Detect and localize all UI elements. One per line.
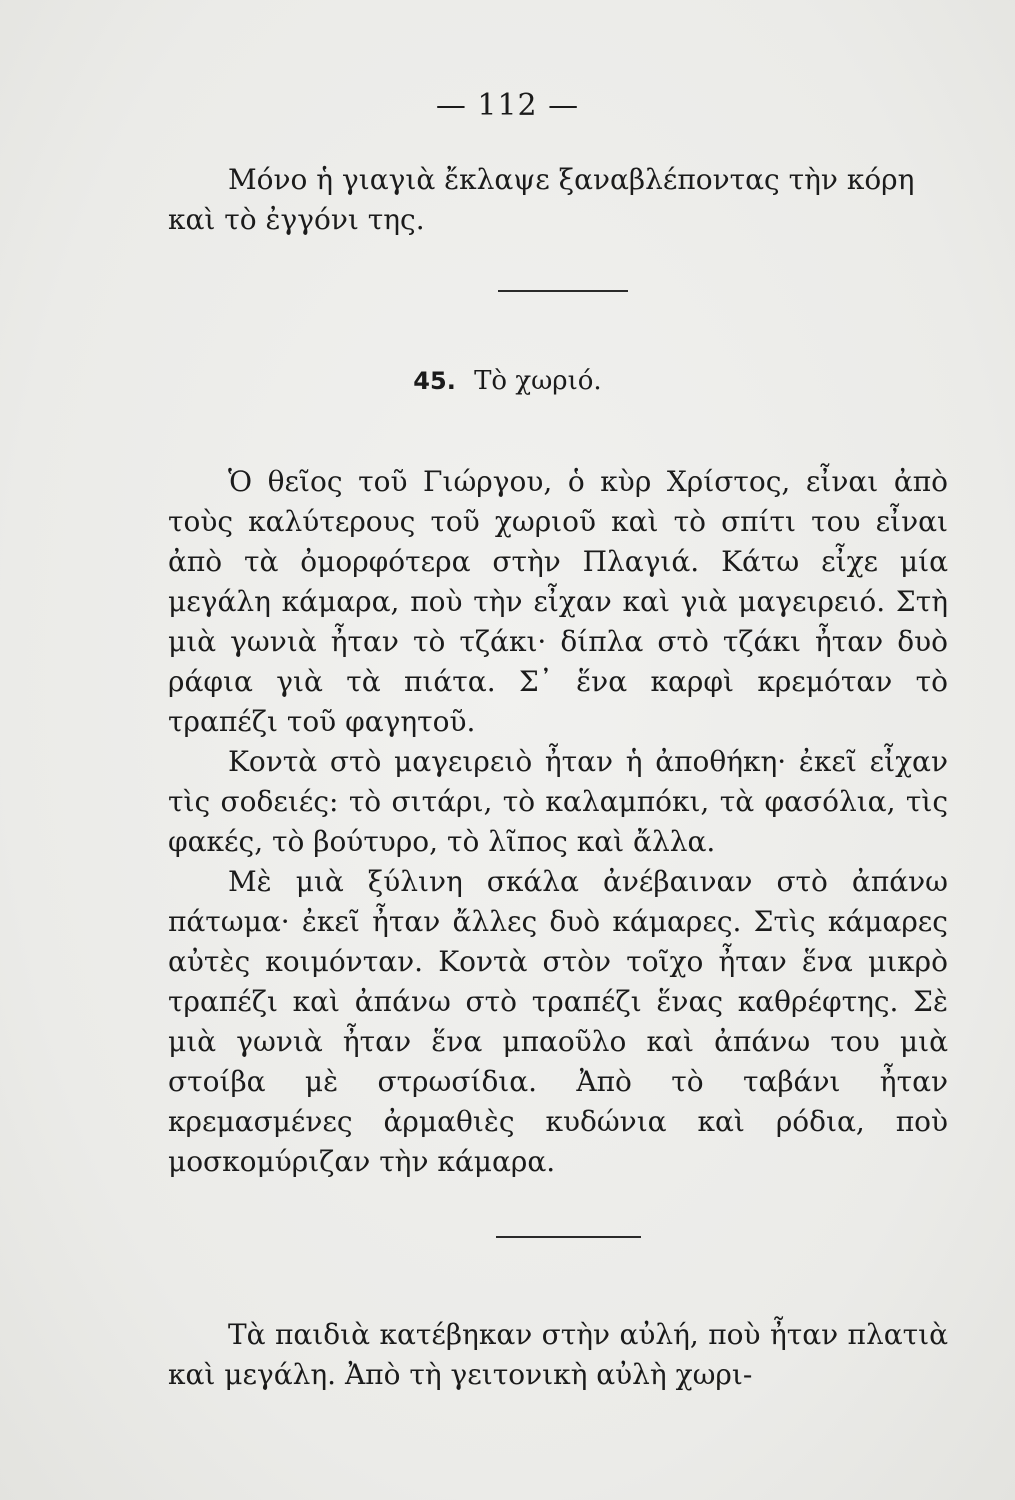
closing-paragraph: Τὰ παιδιὰ κατέβηκαν στὴν αὐλή, ποὺ ἦταν πλατιὰ καὶ μεγάλη. Ἀπὸ τὴ γειτονικὴ αὐλὴ χωρι- xyxy=(168,1318,948,1391)
paragraph-2: Κοντὰ στὸ μαγειρειὸ ἦταν ἡ ἀποθήκη· ἐκεῖ εἶχαν τὶς σοδειές: τὸ σιτάρι, τὸ καλαμπόκι, τὰ φασόλια, τὶς φακές, τὸ βούτυρο, τὸ λῖπος καὶ ἄλλα. xyxy=(168,745,948,858)
intro-line-1: Μόνο ἡ γιαγιὰ ἔκλαψε ξαναβλέποντας τὴν κόρη xyxy=(228,163,915,196)
section-heading xyxy=(0,366,1015,396)
section-number: 45. xyxy=(413,367,456,395)
intro-line-2: καὶ τὸ ἐγγόνι της. xyxy=(168,203,425,236)
page-number: — 112 — xyxy=(435,88,580,123)
paragraph-1: Ὁ θεῖος τοῦ Γιώργου, ὁ κὺρ Χρίστος, εἶναι ἀπὸ τοὺς καλύτερους τοῦ χωριοῦ καὶ τὸ σπίτι του εἶναι ἀπὸ τὰ ὀμορφότερα στὴν Πλαγιά. Κάτω εἶχε μία μεγάλη κάμαρα, ποὺ τὴν εἶχαν καὶ γιὰ μαγειρειό. Στὴ μιὰ γωνιὰ ἦταν τὸ τζάκι· δίπλα στὸ τζάκι ἦταν δυὸ ράφια γιὰ τὰ πιάτα. Σ᾽ ἕνα καρφὶ κρεμόταν τὸ τραπέζι τοῦ φαγητοῦ. xyxy=(168,465,948,738)
chapter-body xyxy=(168,462,948,1182)
paragraph-3: Μὲ μιὰ ξύλινη σκάλα ἀνέβαιναν στὸ ἀπάνω πάτωμα· ἐκεῖ ἦταν ἄλλες δυὸ κάμαρες. Στὶς κάμαρες αὐτὲς κοιμόνταν. Κοντὰ στὸν τοῖχο ἦταν ἕνα μικρὸ τραπέζι καὶ ἀπάνω στὸ τραπέζι ἕνας καθρέφτης. Σὲ μιὰ γωνιὰ ἦταν ἕνα μπαοῦλο καὶ ἀπάνω του μιὰ στοίβα μὲ στρωσίδια. Ἀπὸ τὸ ταβάνι ἦταν κρεμασμένες ἀρμαθιὲς κυδώνια καὶ ρόδια, ποὺ μοσκομύριζαν τὴν κάμαρα. xyxy=(168,865,948,1178)
closing-text xyxy=(168,1315,948,1395)
section-divider-bottom xyxy=(496,1236,641,1238)
section-divider-top xyxy=(498,290,628,292)
intro-text xyxy=(168,160,948,240)
section-title: Τὸ χωριό. xyxy=(474,366,602,396)
